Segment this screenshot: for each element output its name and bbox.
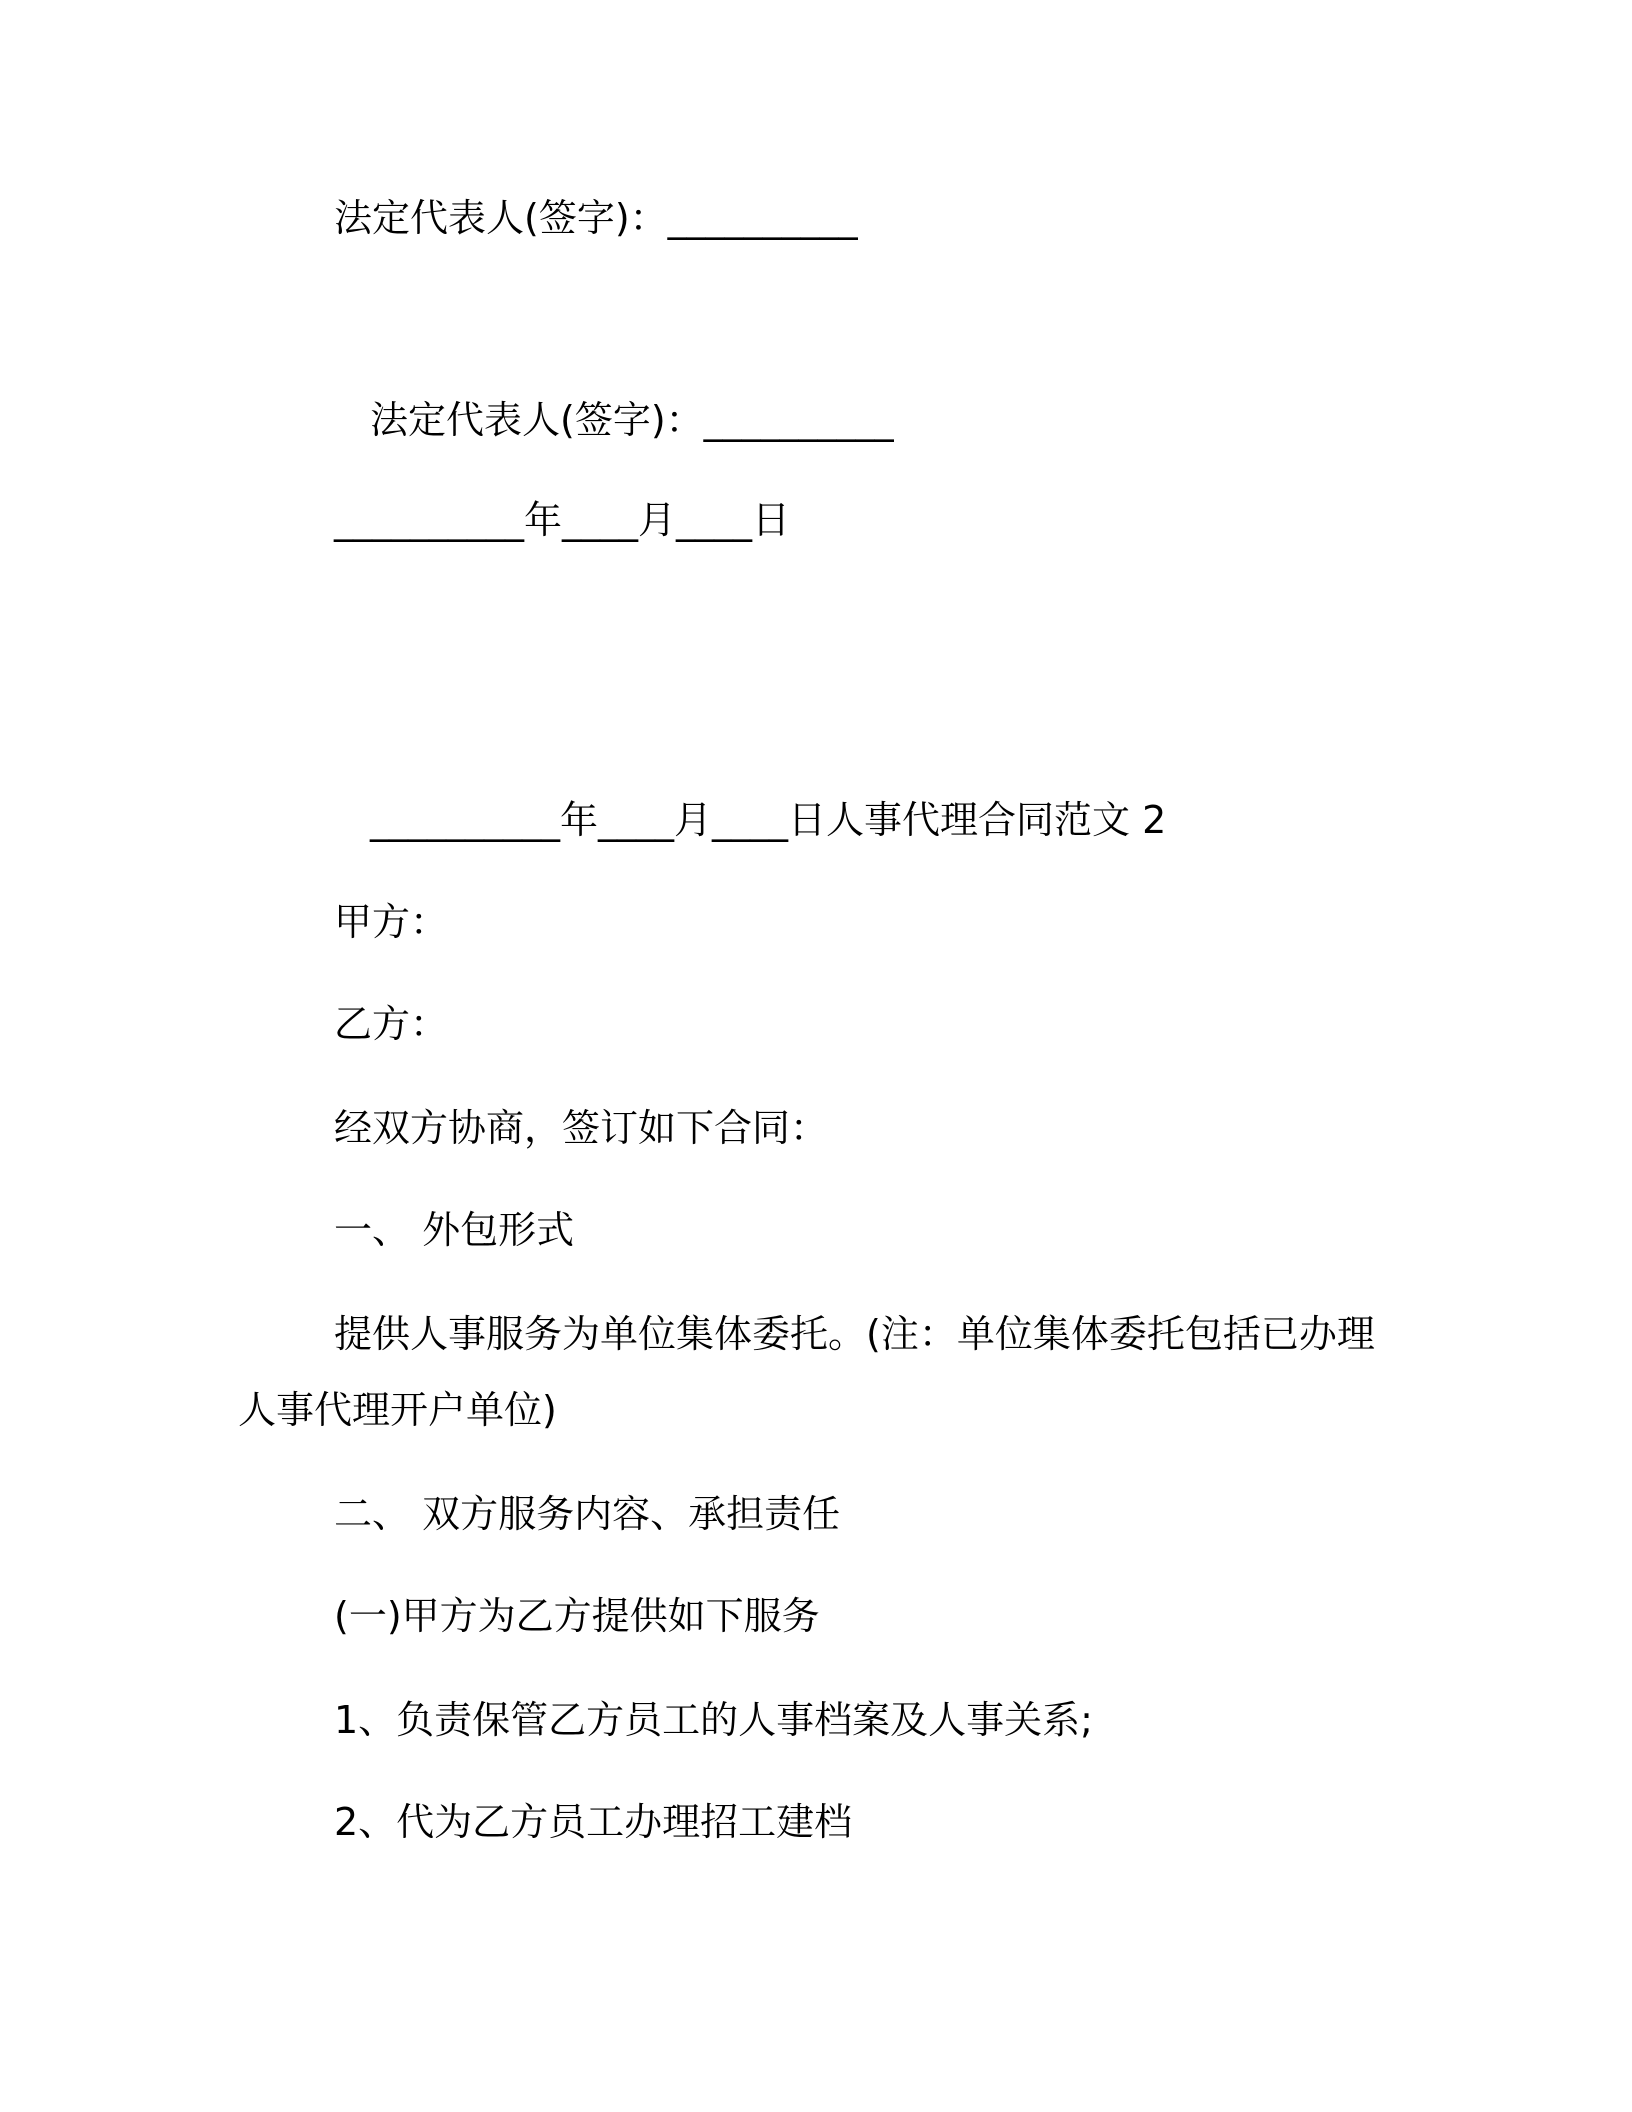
section-1-heading: 一、 外包形式 — [334, 1208, 575, 1252]
signature-line-1: 法定代表人(签字)：__________ — [334, 196, 858, 240]
contract-title-line: __________年____月____日人事代理合同范文 2 — [370, 798, 1167, 842]
date-line: __________年____月____日 — [334, 498, 791, 542]
signature-line-2: 法定代表人(签字)：__________ — [370, 398, 894, 442]
list-item: 1、负责保管乙方员工的人事档案及人事关系; — [334, 1698, 1093, 1742]
party-b-label: 乙方： — [334, 1002, 449, 1046]
section-1-body-line-1: 提供人事服务为单位集体委托。(注：单位集体委托包括已办理 — [334, 1312, 1375, 1356]
list-item: 2、代为乙方员工办理招工建档 — [334, 1800, 853, 1844]
party-a-label: 甲方： — [334, 900, 449, 944]
section-1-body-line-2: 人事代理开户单位) — [238, 1388, 557, 1432]
intro-paragraph: 经双方协商，签订如下合同： — [334, 1106, 829, 1150]
subsection-1-heading: (一)甲方为乙方提供如下服务 — [334, 1594, 820, 1638]
section-2-heading: 二、 双方服务内容、承担责任 — [334, 1492, 841, 1536]
